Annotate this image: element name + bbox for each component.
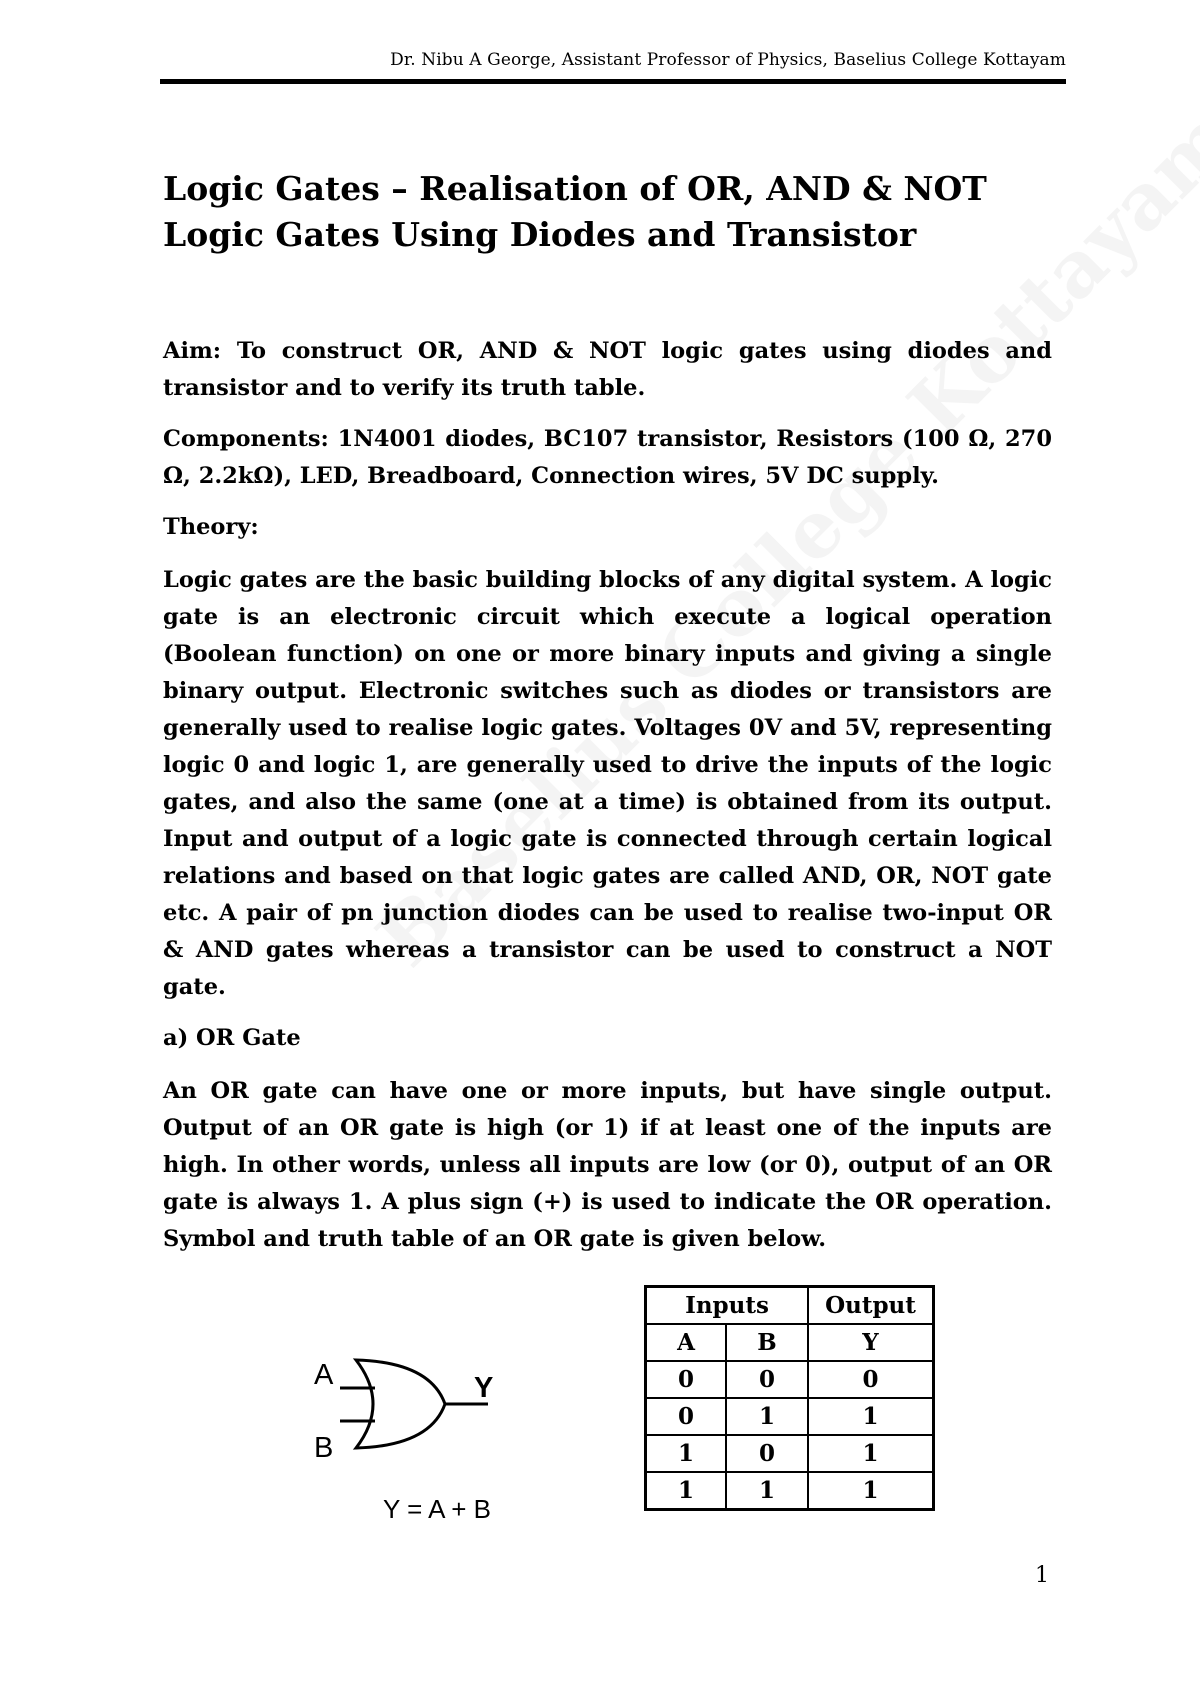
cell-y: 1 xyxy=(808,1435,934,1472)
inputs-header: Inputs xyxy=(646,1287,809,1325)
aim-paragraph: Aim: To construct OR, AND & NOT logic gates using diodes and transistor and to verify its truth table. xyxy=(163,338,1052,401)
cell-a: 1 xyxy=(646,1435,727,1472)
title-line-2: Logic Gates Using Diodes and Transistor xyxy=(163,215,917,254)
table-row xyxy=(646,1472,934,1510)
table-row xyxy=(646,1361,934,1398)
cell-a: 0 xyxy=(646,1398,727,1435)
cell-b: 1 xyxy=(726,1472,808,1510)
truth-table-group-row xyxy=(646,1287,934,1325)
truth-table-column-row xyxy=(646,1324,934,1361)
document-body xyxy=(163,333,1052,1274)
cell-b: 0 xyxy=(726,1435,808,1472)
output-header: Output xyxy=(808,1287,934,1325)
col-a-header: A xyxy=(646,1324,727,1361)
table-row xyxy=(646,1435,934,1472)
or-gate-heading: a) OR Gate xyxy=(163,1025,301,1051)
input-b-label: B xyxy=(314,1432,334,1464)
cell-a: 0 xyxy=(646,1361,727,1398)
output-y-label: Y xyxy=(474,1372,494,1404)
or-gate-paragraph: An OR gate can have one or more inputs, but have single output. Output of an OR gate is high (or 1) if at least one of the inputs are high. In other words, unless all inputs are low (or 0), output of an OR gate is always 1. A plus sign (+) is used to indicate the OR operation. Symbol and truth table of an OR gate is given below. xyxy=(163,1078,1052,1252)
or-gate-body xyxy=(356,1360,445,1448)
cell-b: 1 xyxy=(726,1398,808,1435)
cell-y: 1 xyxy=(808,1398,934,1435)
cell-a: 1 xyxy=(646,1472,727,1510)
cell-b: 0 xyxy=(726,1361,808,1398)
components-paragraph: Components: 1N4001 diodes, BC107 transistor, Resistors (100 Ω, 270 Ω, 2.2kΩ), LED, Breadboard, Connection wires, 5V DC supply. xyxy=(163,426,1052,489)
input-a-label: A xyxy=(314,1359,334,1391)
cell-y: 0 xyxy=(808,1361,934,1398)
col-b-header: B xyxy=(726,1324,808,1361)
theory-heading: Theory: xyxy=(163,514,259,540)
header-rule xyxy=(160,79,1066,84)
page-number: 1 xyxy=(1035,1563,1049,1588)
page-header: Dr. Nibu A George, Assistant Professor of Physics, Baselius College Kottayam xyxy=(390,50,1066,70)
or-truth-table xyxy=(644,1285,935,1511)
or-equation: Y = A + B xyxy=(383,1494,491,1524)
cell-y: 1 xyxy=(808,1472,934,1510)
table-row xyxy=(646,1398,934,1435)
document-title xyxy=(163,166,1063,258)
col-y-header: Y xyxy=(808,1324,934,1361)
theory-paragraph: Logic gates are the basic building blocks of any digital system. A logic gate is an electronic circuit which execute a logical operation (Boolean function) on one or more binary inputs and giving a single binary output. Electronic switches such as diodes or transistors are generally used to realise logic gates. Voltages 0V and 5V, representing logic 0 and logic 1, are generally used to drive the inputs of the logic gates, and also the same (one at a time) is obtained from its output. Input and output of a logic gate is connected through certain logical relations and based on that logic gates are called AND, OR, NOT gate etc. A pair of pn junction diodes can be used to realise two-input OR & AND gates whereas a transistor can be used to construct a NOT gate. xyxy=(163,567,1052,1000)
title-line-1: Logic Gates – Realisation of OR, AND & NOT xyxy=(163,169,987,208)
